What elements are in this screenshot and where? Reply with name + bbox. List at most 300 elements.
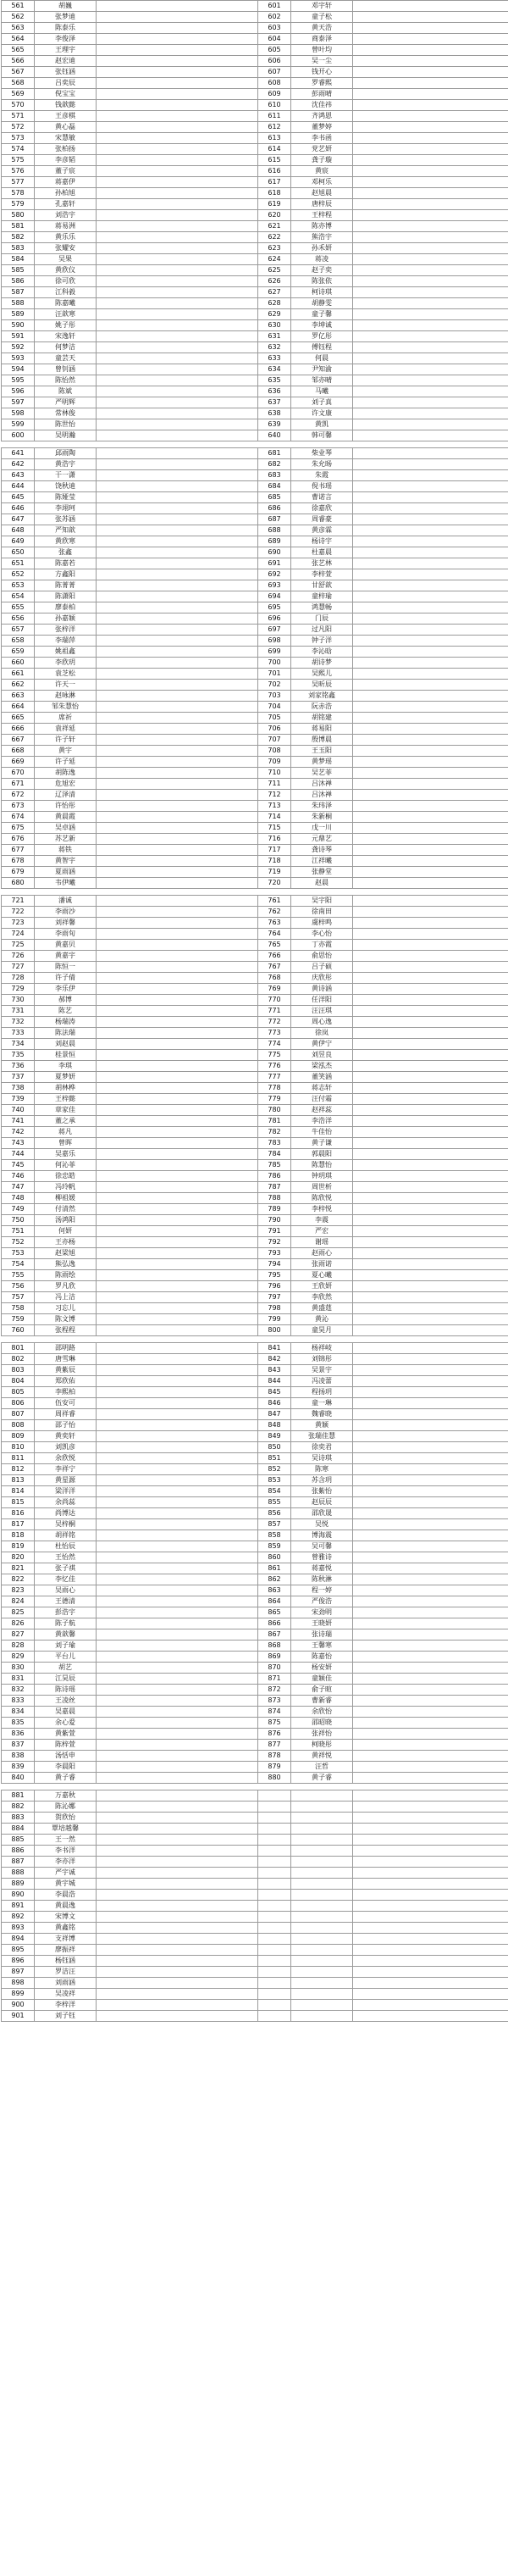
table-row xyxy=(2,1259,508,1270)
right-number-cell: 778 xyxy=(258,1083,291,1094)
table-row xyxy=(2,1376,508,1387)
right-number-cell: 858 xyxy=(258,1530,291,1541)
left-name-cell: 邹朱慧怡 xyxy=(35,702,97,713)
table-row xyxy=(2,1685,508,1696)
left-number-cell: 677 xyxy=(2,845,35,856)
left-blank-cell xyxy=(97,591,258,602)
table-row xyxy=(2,1420,508,1431)
left-name-cell: 李亦洋 xyxy=(35,1857,97,1868)
right-number-cell: 791 xyxy=(258,1226,291,1237)
table-row xyxy=(2,375,508,386)
right-number-cell: 850 xyxy=(258,1442,291,1453)
right-blank-cell xyxy=(353,1934,508,1945)
left-number-cell: 590 xyxy=(2,320,35,331)
right-number-cell: 774 xyxy=(258,1039,291,1050)
right-number-cell xyxy=(258,1912,291,1923)
right-name-cell: 童子馨 xyxy=(291,309,353,320)
left-number-cell: 595 xyxy=(2,375,35,386)
right-name-cell xyxy=(291,1813,353,1824)
left-name-cell: 苏艺新 xyxy=(35,834,97,845)
left-blank-cell xyxy=(97,1813,258,1824)
table-row xyxy=(2,602,508,613)
right-blank-cell xyxy=(353,1116,508,1127)
table-row xyxy=(2,1879,508,1890)
table-row xyxy=(2,1519,508,1530)
left-name-cell: 赵梁旭 xyxy=(35,1248,97,1259)
right-blank-cell xyxy=(353,1596,508,1607)
left-number-cell: 742 xyxy=(2,1127,35,1138)
right-number-cell xyxy=(258,1802,291,1813)
left-name-cell: 陈世怡 xyxy=(35,419,97,430)
right-blank-cell xyxy=(353,320,508,331)
left-number-cell: 575 xyxy=(2,155,35,166)
left-blank-cell xyxy=(97,929,258,940)
table-row xyxy=(2,514,508,525)
right-blank-cell xyxy=(353,408,508,419)
left-name-cell: 孙嘉颖 xyxy=(35,613,97,625)
left-number-cell: 585 xyxy=(2,265,35,276)
right-name-cell xyxy=(291,1901,353,1912)
left-number-cell: 569 xyxy=(2,89,35,100)
block-separator xyxy=(0,441,508,447)
left-number-cell: 807 xyxy=(2,1409,35,1420)
left-blank-cell xyxy=(97,353,258,364)
left-blank-cell xyxy=(97,1989,258,2000)
table-row xyxy=(2,1773,508,1784)
left-blank-cell xyxy=(97,1641,258,1652)
right-number-cell: 712 xyxy=(258,790,291,801)
right-number-cell: 771 xyxy=(258,1006,291,1017)
left-blank-cell xyxy=(97,1519,258,1530)
left-blank-cell xyxy=(97,984,258,995)
left-name-cell: 许子轩 xyxy=(35,735,97,746)
left-number-cell: 668 xyxy=(2,746,35,757)
left-number-cell: 729 xyxy=(2,984,35,995)
left-number-cell: 887 xyxy=(2,1857,35,1868)
left-name-cell: 常林俊 xyxy=(35,408,97,419)
right-blank-cell xyxy=(353,2011,508,2022)
left-blank-cell xyxy=(97,67,258,78)
left-number-cell: 817 xyxy=(2,1519,35,1530)
right-name-cell: 傅钰程 xyxy=(291,342,353,353)
left-name-cell: 李熙柏 xyxy=(35,1387,97,1398)
right-number-cell: 844 xyxy=(258,1376,291,1387)
table-row xyxy=(2,89,508,100)
right-name-cell: 王馨寒 xyxy=(291,1641,353,1652)
right-blank-cell xyxy=(353,1762,508,1773)
right-blank-cell xyxy=(353,1607,508,1618)
right-number-cell: 861 xyxy=(258,1563,291,1574)
right-name-cell: 黄诗涵 xyxy=(291,984,353,995)
right-number-cell xyxy=(258,1857,291,1868)
right-number-cell: 687 xyxy=(258,514,291,525)
left-number-cell: 600 xyxy=(2,430,35,441)
left-blank-cell xyxy=(97,1160,258,1171)
table-row xyxy=(2,580,508,591)
left-blank-cell xyxy=(97,1431,258,1442)
roster-block xyxy=(0,447,508,889)
right-name-cell: 虞梓鸣 xyxy=(291,918,353,929)
right-number-cell: 777 xyxy=(258,1072,291,1083)
right-blank-cell xyxy=(353,188,508,199)
left-name-cell: 李彦韬 xyxy=(35,155,97,166)
right-name-cell: 张诗瑞 xyxy=(291,1629,353,1641)
right-number-cell: 691 xyxy=(258,558,291,569)
right-number-cell xyxy=(258,1846,291,1857)
right-blank-cell xyxy=(353,918,508,929)
left-name-cell: 汪歆寒 xyxy=(35,309,97,320)
left-number-cell: 656 xyxy=(2,613,35,625)
table-row xyxy=(2,144,508,155)
table-row xyxy=(2,1574,508,1585)
table-row xyxy=(2,984,508,995)
right-number-cell: 703 xyxy=(258,691,291,702)
left-number-cell: 578 xyxy=(2,188,35,199)
right-number-cell: 880 xyxy=(258,1773,291,1784)
right-number-cell: 707 xyxy=(258,735,291,746)
table-row xyxy=(2,492,508,503)
right-name-cell: 陈寒 xyxy=(291,1464,353,1475)
left-name-cell: 吴明瀚 xyxy=(35,430,97,441)
table-row xyxy=(2,1718,508,1729)
left-blank-cell xyxy=(97,12,258,23)
right-name-cell: 刘子真 xyxy=(291,397,353,408)
right-number-cell xyxy=(258,1790,291,1802)
right-name-cell: 庆欣彤 xyxy=(291,973,353,984)
right-blank-cell xyxy=(353,1868,508,1879)
table-row xyxy=(2,309,508,320)
right-number-cell: 772 xyxy=(258,1017,291,1028)
right-number-cell: 842 xyxy=(258,1354,291,1365)
left-blank-cell xyxy=(97,940,258,951)
left-blank-cell xyxy=(97,973,258,984)
right-blank-cell xyxy=(353,1215,508,1226)
right-number-cell: 866 xyxy=(258,1618,291,1629)
left-blank-cell xyxy=(97,386,258,397)
right-blank-cell xyxy=(353,1641,508,1652)
right-name-cell: 钟玥琪 xyxy=(291,1171,353,1182)
left-number-cell: 570 xyxy=(2,100,35,111)
table-row xyxy=(2,790,508,801)
right-name-cell: 钟子洋 xyxy=(291,636,353,647)
table-row xyxy=(2,1398,508,1409)
right-name-cell: 黄宸 xyxy=(291,166,353,177)
right-blank-cell xyxy=(353,1138,508,1149)
left-name-cell: 陈沁娜 xyxy=(35,1802,97,1813)
right-name-cell: 梁泓杰 xyxy=(291,1061,353,1072)
right-number-cell: 871 xyxy=(258,1674,291,1685)
left-blank-cell xyxy=(97,856,258,867)
left-name-cell: 张梓洋 xyxy=(35,625,97,636)
left-number-cell: 833 xyxy=(2,1696,35,1707)
table-row xyxy=(2,1226,508,1237)
left-name-cell: 冯玲帆 xyxy=(35,1182,97,1193)
left-number-cell: 596 xyxy=(2,386,35,397)
right-name-cell: 黄子睿 xyxy=(291,1773,353,1784)
left-blank-cell xyxy=(97,1116,258,1127)
left-number-cell: 727 xyxy=(2,962,35,973)
left-name-cell: 吴嘉乐 xyxy=(35,1149,97,1160)
right-name-cell: 李震 xyxy=(291,1215,353,1226)
right-blank-cell xyxy=(353,12,508,23)
left-blank-cell xyxy=(97,1751,258,1762)
right-blank-cell xyxy=(353,1629,508,1641)
left-number-cell: 589 xyxy=(2,309,35,320)
left-blank-cell xyxy=(97,1868,258,1879)
right-name-cell: 邵欣晟 xyxy=(291,1508,353,1519)
left-number-cell: 811 xyxy=(2,1453,35,1464)
left-blank-cell xyxy=(97,669,258,680)
left-name-cell: 倪宝宝 xyxy=(35,89,97,100)
right-blank-cell xyxy=(353,1475,508,1486)
right-number-cell: 685 xyxy=(258,492,291,503)
left-name-cell: 吴凌祥 xyxy=(35,1989,97,2000)
right-name-cell: 张静堂 xyxy=(291,867,353,878)
right-blank-cell xyxy=(353,658,508,669)
right-blank-cell xyxy=(353,210,508,221)
right-name-cell: 陈欣悦 xyxy=(291,1193,353,1204)
left-name-cell: 冯上洁 xyxy=(35,1292,97,1303)
left-blank-cell xyxy=(97,613,258,625)
right-number-cell: 710 xyxy=(258,768,291,779)
left-number-cell: 732 xyxy=(2,1017,35,1028)
table-row xyxy=(2,1824,508,1835)
right-name-cell: 李心怡 xyxy=(291,929,353,940)
left-number-cell: 754 xyxy=(2,1259,35,1270)
right-number-cell: 775 xyxy=(258,1050,291,1061)
right-number-cell: 711 xyxy=(258,779,291,790)
left-blank-cell xyxy=(97,1050,258,1061)
left-blank-cell xyxy=(97,834,258,845)
left-name-cell: 孔嘉轩 xyxy=(35,199,97,210)
right-blank-cell xyxy=(353,647,508,658)
table-row xyxy=(2,867,508,878)
table-row xyxy=(2,287,508,298)
right-name-cell: 胡铭建 xyxy=(291,713,353,724)
right-number-cell: 860 xyxy=(258,1552,291,1563)
right-name-cell: 龚子璇 xyxy=(291,155,353,166)
right-name-cell: 赵雨心 xyxy=(291,1248,353,1259)
left-blank-cell xyxy=(97,1835,258,1846)
right-number-cell: 614 xyxy=(258,144,291,155)
table-row xyxy=(2,1431,508,1442)
right-blank-cell xyxy=(353,1281,508,1292)
right-name-cell: 吴悦 xyxy=(291,1519,353,1530)
right-blank-cell xyxy=(353,155,508,166)
right-blank-cell xyxy=(353,1923,508,1934)
right-number-cell: 864 xyxy=(258,1596,291,1607)
left-name-cell: 杜怡辰 xyxy=(35,1541,97,1552)
right-number-cell: 705 xyxy=(258,713,291,724)
right-name-cell: 黄子谦 xyxy=(291,1138,353,1149)
right-name-cell: 陈嘉怡 xyxy=(291,1652,353,1663)
block-separator xyxy=(0,889,508,895)
left-name-cell: 贺欣怡 xyxy=(35,1813,97,1824)
right-name-cell: 刘昱良 xyxy=(291,1050,353,1061)
left-blank-cell xyxy=(97,1596,258,1607)
table-row xyxy=(2,1182,508,1193)
right-number-cell: 622 xyxy=(258,232,291,243)
table-row xyxy=(2,1061,508,1072)
left-number-cell: 757 xyxy=(2,1292,35,1303)
right-blank-cell xyxy=(353,1105,508,1116)
left-number-cell: 806 xyxy=(2,1398,35,1409)
left-name-cell: 李梓洋 xyxy=(35,2000,97,2011)
right-blank-cell xyxy=(353,89,508,100)
right-number-cell: 879 xyxy=(258,1762,291,1773)
left-blank-cell xyxy=(97,1149,258,1160)
left-name-cell: 习忘儿 xyxy=(35,1303,97,1314)
left-blank-cell xyxy=(97,1248,258,1259)
left-blank-cell xyxy=(97,459,258,470)
right-number-cell: 686 xyxy=(258,503,291,514)
left-number-cell: 653 xyxy=(2,580,35,591)
left-name-cell: 饶秋迪 xyxy=(35,481,97,492)
right-blank-cell xyxy=(353,580,508,591)
table-row xyxy=(2,1530,508,1541)
left-number-cell: 819 xyxy=(2,1541,35,1552)
left-number-cell: 836 xyxy=(2,1729,35,1740)
table-row xyxy=(2,1607,508,1618)
left-name-cell: 吕奕辰 xyxy=(35,78,97,89)
right-name-cell: 黄天浩 xyxy=(291,23,353,34)
left-blank-cell xyxy=(97,812,258,823)
right-blank-cell xyxy=(353,298,508,309)
right-number-cell: 696 xyxy=(258,613,291,625)
right-blank-cell xyxy=(353,1127,508,1138)
right-name-cell: 李沁晗 xyxy=(291,647,353,658)
left-name-cell: 蒋嘉伊 xyxy=(35,177,97,188)
right-name-cell: 徐奕君 xyxy=(291,1442,353,1453)
left-number-cell: 650 xyxy=(2,547,35,558)
right-number-cell: 718 xyxy=(258,856,291,867)
right-name-cell: 曾叶均 xyxy=(291,45,353,56)
left-number-cell: 649 xyxy=(2,536,35,547)
right-name-cell: 苏含玥 xyxy=(291,1475,353,1486)
right-name-cell: 俞子暄 xyxy=(291,1685,353,1696)
table-row xyxy=(2,1303,508,1314)
left-name-cell: 吴卓涵 xyxy=(35,823,97,834)
left-blank-cell xyxy=(97,320,258,331)
right-number-cell: 630 xyxy=(258,320,291,331)
table-row xyxy=(2,459,508,470)
left-blank-cell xyxy=(97,1607,258,1618)
left-blank-cell xyxy=(97,1729,258,1740)
left-number-cell: 805 xyxy=(2,1387,35,1398)
left-blank-cell xyxy=(97,1314,258,1325)
left-name-cell: 袁芝松 xyxy=(35,669,97,680)
right-blank-cell xyxy=(353,1292,508,1303)
table-row xyxy=(2,940,508,951)
right-name-cell: 王玉阳 xyxy=(291,746,353,757)
left-name-cell: 杨瑞涛 xyxy=(35,1017,97,1028)
table-row xyxy=(2,1956,508,1967)
right-number-cell: 713 xyxy=(258,801,291,812)
right-number-cell: 616 xyxy=(258,166,291,177)
table-row xyxy=(2,481,508,492)
right-name-cell: 李梓悦 xyxy=(291,1204,353,1215)
right-blank-cell xyxy=(353,1663,508,1674)
left-blank-cell xyxy=(97,1696,258,1707)
right-name-cell: 严宏 xyxy=(291,1226,353,1237)
right-number-cell xyxy=(258,1813,291,1824)
left-name-cell: 万嘉秋 xyxy=(35,1790,97,1802)
left-blank-cell xyxy=(97,1585,258,1596)
left-number-cell: 666 xyxy=(2,724,35,735)
right-blank-cell xyxy=(353,1696,508,1707)
right-blank-cell xyxy=(353,1083,508,1094)
right-name-cell: 赵辰辰 xyxy=(291,1497,353,1508)
right-name-cell: 黄沁 xyxy=(291,1314,353,1325)
left-blank-cell xyxy=(97,1707,258,1718)
left-name-cell: 黄浩宇 xyxy=(35,459,97,470)
left-name-cell: 陈怡然 xyxy=(35,375,97,386)
table-row xyxy=(2,1497,508,1508)
right-blank-cell xyxy=(353,492,508,503)
left-number-cell: 741 xyxy=(2,1116,35,1127)
left-blank-cell xyxy=(97,625,258,636)
right-name-cell: 李书函 xyxy=(291,133,353,144)
right-blank-cell xyxy=(353,1835,508,1846)
right-blank-cell xyxy=(353,1270,508,1281)
table-row xyxy=(2,1629,508,1641)
roster-block xyxy=(0,1790,508,2022)
left-blank-cell xyxy=(97,1303,258,1314)
left-blank-cell xyxy=(97,907,258,918)
left-blank-cell xyxy=(97,448,258,459)
left-number-cell: 736 xyxy=(2,1061,35,1072)
table-row xyxy=(2,647,508,658)
right-number-cell: 874 xyxy=(258,1707,291,1718)
roster-block xyxy=(0,0,508,441)
left-name-cell: 李琪 xyxy=(35,1061,97,1072)
left-number-cell: 674 xyxy=(2,812,35,823)
right-number-cell: 604 xyxy=(258,34,291,45)
right-name-cell: 孙禾妍 xyxy=(291,243,353,254)
left-name-cell: 章家佳 xyxy=(35,1105,97,1116)
right-blank-cell xyxy=(353,929,508,940)
right-blank-cell xyxy=(353,78,508,89)
right-name-cell: 吴诗琪 xyxy=(291,1453,353,1464)
left-name-cell: 熊弘逸 xyxy=(35,1259,97,1270)
left-blank-cell xyxy=(97,1204,258,1215)
left-number-cell: 644 xyxy=(2,481,35,492)
right-blank-cell xyxy=(353,1006,508,1017)
right-blank-cell xyxy=(353,221,508,232)
left-blank-cell xyxy=(97,89,258,100)
left-blank-cell xyxy=(97,1039,258,1050)
left-name-cell: 姚子彤 xyxy=(35,320,97,331)
table-row xyxy=(2,23,508,34)
right-blank-cell xyxy=(353,823,508,834)
right-name-cell: 谢瑶 xyxy=(291,1237,353,1248)
left-number-cell: 573 xyxy=(2,133,35,144)
right-number-cell: 788 xyxy=(258,1193,291,1204)
left-number-cell: 651 xyxy=(2,558,35,569)
left-name-cell: 余心爱 xyxy=(35,1718,97,1729)
left-name-cell: 汤鸿阳 xyxy=(35,1215,97,1226)
left-name-cell: 陈斌 xyxy=(35,386,97,397)
left-name-cell: 平台儿 xyxy=(35,1652,97,1663)
right-name-cell: 童一琳 xyxy=(291,1398,353,1409)
right-blank-cell xyxy=(353,1094,508,1105)
right-blank-cell xyxy=(353,1879,508,1890)
left-name-cell: 李乐伊 xyxy=(35,984,97,995)
right-name-cell: 殷博晨 xyxy=(291,735,353,746)
left-blank-cell xyxy=(97,254,258,265)
right-number-cell: 620 xyxy=(258,210,291,221)
left-blank-cell xyxy=(97,122,258,133)
